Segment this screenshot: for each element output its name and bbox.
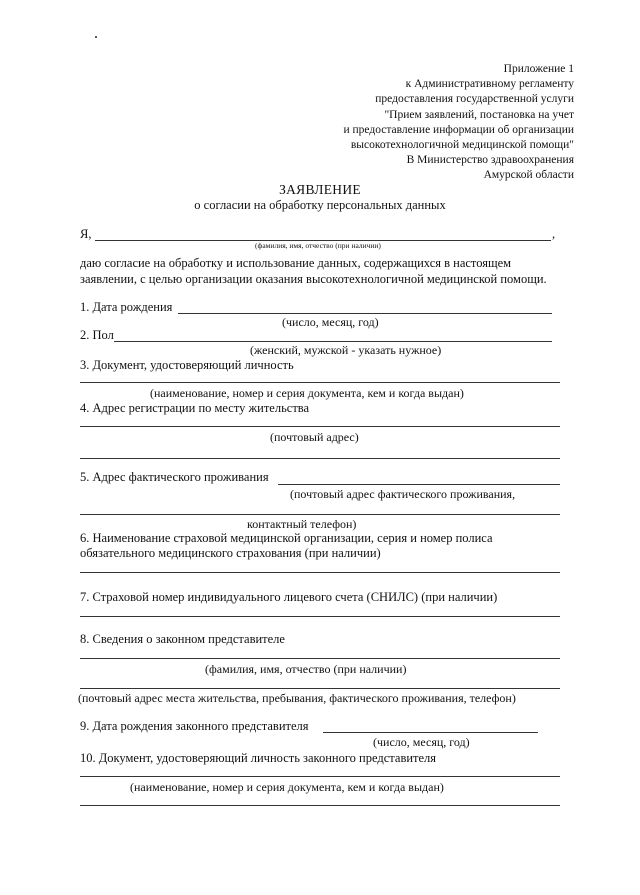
appendix-line: Амурской области	[483, 169, 574, 182]
intro-prefix: Я,	[80, 227, 92, 241]
appendix-line: к Административному регламенту	[405, 78, 574, 91]
document-title: ЗАЯВЛЕНИЕ	[279, 182, 361, 197]
field-label-snils: 7. Страховой номер индивидуального лицевого счета (СНИЛС) (при наличии)	[80, 590, 498, 604]
insurance-line[interactable]	[80, 572, 560, 573]
field-label-insurance-cont: обязательного медицинского страхования (при наличии)	[80, 546, 381, 560]
snils-line[interactable]	[80, 616, 560, 617]
registration-address-caption: (почтовый адрес)	[270, 430, 359, 444]
id-document-caption: (наименование, номер и серия документа, кем и когда выдан)	[150, 386, 464, 400]
birth-date-line[interactable]	[178, 313, 552, 314]
field-label-representative: 8. Сведения о законном представителе	[80, 632, 285, 646]
representative-address-line[interactable]	[80, 688, 560, 689]
field-label-insurance: 6. Наименование страховой медицинской организации, серия и номер полиса	[80, 531, 493, 545]
representative-id-line-2[interactable]	[80, 805, 560, 806]
registration-address-line-2[interactable]	[80, 458, 560, 459]
representative-name-line[interactable]	[80, 658, 560, 659]
field-label-registration-address: 4. Адрес регистрации по месту жительства	[80, 401, 310, 415]
field-label-birth-date: 1. Дата рождения	[80, 300, 173, 314]
representative-address-caption: (почтовый адрес места жительства, пребывания, фактического проживания, телефон)	[78, 691, 516, 705]
name-caption: (фамилия, имя, отчество (при наличии)	[255, 241, 381, 250]
appendix-line: В Министерство здравоохранения	[406, 154, 574, 167]
representative-name-caption: (фамилия, имя, отчество (при наличии)	[205, 662, 407, 676]
field-label-representative-id: 10. Документ, удостоверяющий личность законного представителя	[80, 751, 437, 765]
representative-birth-date-line[interactable]	[323, 732, 538, 733]
actual-address-line[interactable]	[278, 484, 560, 485]
sex-caption: (женский, мужской - указать нужное)	[250, 343, 442, 357]
field-label-actual-address: 5. Адрес фактического проживания	[80, 470, 269, 484]
field-label-representative-birth-date: 9. Дата рождения законного представителя	[80, 719, 309, 733]
representative-id-caption: (наименование, номер и серия документа, кем и когда выдан)	[130, 780, 444, 794]
phone-caption: контактный телефон)	[247, 517, 357, 531]
appendix-line: Приложение 1	[503, 63, 574, 75]
representative-id-line[interactable]	[80, 776, 560, 777]
appendix-block	[254, 62, 574, 184]
consent-text-line: заявлении, с целью организации оказания высокотехнологичной медицинской помощи.	[80, 272, 547, 286]
appendix-line: "Прием заявлений, постановка на учет	[384, 108, 574, 121]
sex-line[interactable]	[114, 341, 552, 342]
birth-date-caption: (число, месяц, год)	[282, 315, 379, 329]
actual-address-line-2[interactable]	[80, 514, 560, 515]
representative-birth-date-caption: (число, месяц, год)	[373, 735, 470, 749]
consent-text-line: даю согласие на обработку и использование данных, содержащихся в настоящем	[80, 256, 512, 270]
id-document-line[interactable]	[80, 382, 560, 383]
field-label-id-document: 3. Документ, удостоверяющий личность	[80, 358, 294, 372]
appendix-line: предоставления государственной услуги	[375, 93, 574, 106]
appendix-line: высокотехнологичной медицинской помощи"	[350, 139, 574, 152]
appendix-line: и предоставление информации об организации	[343, 123, 574, 136]
actual-address-caption: (почтовый адрес фактического проживания,	[290, 487, 516, 501]
registration-address-line[interactable]	[80, 426, 560, 427]
scan-speck	[95, 36, 97, 38]
field-label-sex: 2. Пол	[80, 328, 114, 342]
intro-suffix: ,	[552, 227, 556, 241]
document-subtitle: о согласии на обработку персональных данных	[194, 198, 446, 212]
